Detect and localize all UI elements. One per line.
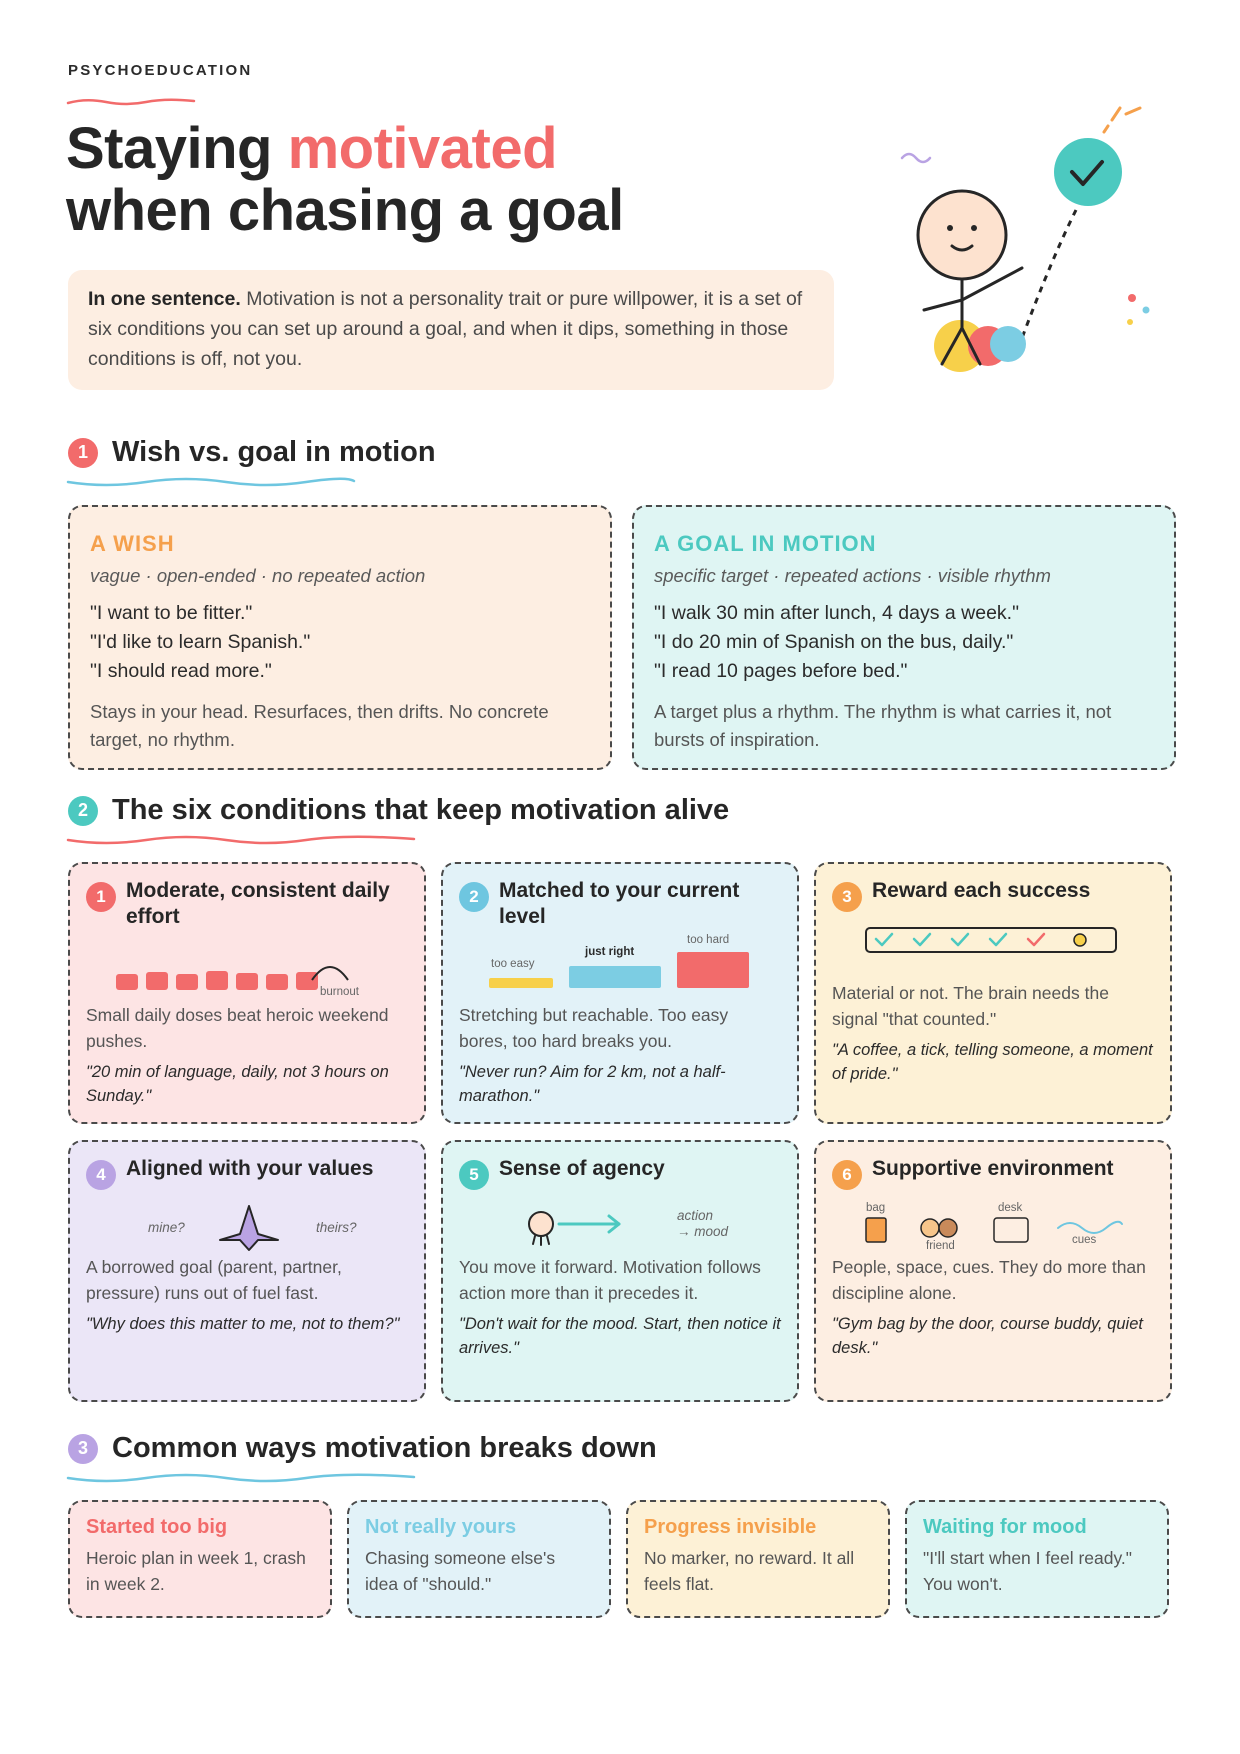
condition-title: Sense of agency <box>499 1157 665 1180</box>
section-2-heading <box>68 794 729 827</box>
section-number-badge: 3 <box>68 1434 98 1464</box>
condition-text: A borrowed goal (parent, partner, pressure) runs out of fuel fast. <box>86 1257 342 1303</box>
section-3-underline <box>66 1472 416 1484</box>
summary-box <box>68 270 834 390</box>
goal-check-icon <box>1054 138 1122 206</box>
section-1-underline <box>66 476 356 488</box>
breakdown-title: Waiting for mood <box>923 1516 1087 1538</box>
breakdown-text: "I'll start when I feel ready." You won't. <box>923 1548 1133 1594</box>
condition-number-badge: 2 <box>459 882 489 912</box>
breakdown-title: Progress invisible <box>644 1516 817 1538</box>
motion-note: A target plus a rhythm. The rhythm is what carries it, not bursts of inspiration. <box>654 701 1112 750</box>
condition-text: Small daily doses beat heroic weekend pushes. <box>86 1005 389 1051</box>
section-title: The six conditions that keep motivation alive <box>112 794 730 826</box>
wish-examples: "I want to be fitter." "I'd like to learn Spanish." "I should read more." <box>90 602 311 682</box>
breakdown-title: Started too big <box>86 1516 228 1538</box>
condition-text: Stretching but reachable. Too easy bores, too hard breaks you. <box>459 1005 729 1051</box>
condition-quote: "Don't wait for the mood. Start, then notice it arrives." <box>459 1315 781 1357</box>
motion-subtitle: specific target · repeated actions · visible rhythm <box>654 565 1051 586</box>
condition-number-badge: 4 <box>86 1160 116 1190</box>
condition-card-3 <box>814 862 1172 1124</box>
condition-card-4 <box>68 1140 426 1402</box>
eyebrow-label: PSYCHOEDUCATION <box>68 62 253 79</box>
theirs-label: theirs? <box>316 1220 357 1235</box>
condition-title: Moderate, consistent daily effort <box>126 879 390 928</box>
squiggle-icon <box>902 154 930 162</box>
page-title: Staying motivated when chasing a goal <box>66 116 624 243</box>
condition-text: You move it forward. Motivation follows action more than it precedes it. <box>459 1257 761 1303</box>
condition-text: Material or not. The brain needs the signal "that counted." <box>832 983 1109 1029</box>
bag-label: bag <box>866 1202 886 1214</box>
too-hard-label: too hard <box>687 934 730 946</box>
wish-card <box>68 505 612 770</box>
breakdown-text: No marker, no reward. It all feels flat. <box>644 1548 855 1594</box>
wish-note: Stays in your head. Resurfaces, then drifts. No concrete target, no rhythm. <box>90 701 549 750</box>
condition-number-badge: 1 <box>86 882 116 912</box>
condition-title: Supportive environment <box>872 1157 1114 1180</box>
difficulty-level-illustration <box>459 934 781 1002</box>
breakdown-text: Heroic plan in week 1, crash in week 2. <box>86 1548 306 1594</box>
section-number-badge: 1 <box>68 438 98 468</box>
sparkle-icon <box>1104 108 1140 132</box>
cues-label: cues <box>1072 1234 1097 1246</box>
breakdown-text: Chasing someone else's idea of "should." <box>365 1548 556 1594</box>
wish-title: A WISH <box>90 531 175 556</box>
too-easy-label: too easy <box>491 958 535 970</box>
motion-examples: "I walk 30 min after lunch, 4 days a week." "I do 20 min of Spanish on the bus, daily." "I read 10 pages before bed." <box>654 602 1020 682</box>
section-3-heading <box>68 1432 657 1465</box>
smiley-face-icon <box>918 191 1006 279</box>
just-right-label: just right <box>585 946 635 958</box>
burnout-label: burnout <box>320 986 360 998</box>
goal-in-motion-card <box>632 505 1176 770</box>
condition-quote: "Never run? Aim for 2 km, not a half-marathon." <box>459 1063 726 1105</box>
breakdown-card-4 <box>905 1500 1169 1618</box>
condition-quote: "20 min of language, daily, not 3 hours on Sunday." <box>86 1063 389 1105</box>
condition-number-badge: 5 <box>459 1160 489 1190</box>
condition-quote: "Why does this matter to me, not to them?" <box>86 1315 400 1333</box>
agency-arrow-illustration <box>459 1200 781 1254</box>
desk-label: desk <box>998 1202 1023 1214</box>
condition-card-2 <box>441 862 799 1124</box>
mood-label: → mood <box>677 1224 729 1239</box>
section-title: Common ways motivation breaks down <box>112 1432 657 1464</box>
friend-label: friend <box>926 1240 955 1252</box>
wish-subtitle: vague · open-ended · no repeated action <box>90 565 426 586</box>
action-label: action <box>677 1208 714 1223</box>
condition-number-badge: 3 <box>832 882 862 912</box>
hero-illustration <box>890 88 1190 388</box>
condition-title: Reward each success <box>872 879 1091 902</box>
condition-title: Aligned with your values <box>126 1157 374 1180</box>
breakdown-card-2 <box>347 1500 611 1618</box>
condition-number-badge: 6 <box>832 1160 862 1190</box>
mine-label: mine? <box>148 1220 185 1235</box>
section-2-underline <box>66 834 416 846</box>
breakdown-title: Not really yours <box>365 1516 517 1538</box>
reward-checklist-illustration <box>832 922 1154 980</box>
dashed-path <box>1022 210 1076 338</box>
breakdown-card-3 <box>626 1500 890 1618</box>
breakdown-card-1 <box>68 1500 332 1618</box>
condition-card-1 <box>68 862 426 1124</box>
section-1-heading <box>68 436 436 469</box>
summary-text: Motivation is not a personality trait or pure willpower, it is a set of six conditions you can set up around a goal, and when it dips, something in those conditions is off, not you. <box>88 288 803 370</box>
condition-quote: "Gym bag by the door, course buddy, quiet desk." <box>832 1315 1143 1357</box>
condition-text: People, space, cues. They do more than discipline alone. <box>832 1257 1146 1303</box>
condition-card-6 <box>814 1140 1172 1402</box>
condition-quote: "A coffee, a tick, telling someone, a moment of pride." <box>832 1041 1153 1083</box>
summary-lead: In one sentence. <box>88 288 241 310</box>
values-compass-illustration <box>86 1200 408 1254</box>
motion-title: A GOAL IN MOTION <box>654 531 877 556</box>
environment-illustration <box>832 1200 1154 1254</box>
daily-effort-illustration <box>86 940 408 1002</box>
title-accent: motivated <box>287 116 558 181</box>
condition-card-5 <box>441 1140 799 1402</box>
condition-title: Matched to your current level <box>499 879 740 928</box>
section-title: Wish vs. goal in motion <box>112 436 436 468</box>
eyebrow-underline <box>66 96 196 108</box>
section-number-badge: 2 <box>68 796 98 826</box>
